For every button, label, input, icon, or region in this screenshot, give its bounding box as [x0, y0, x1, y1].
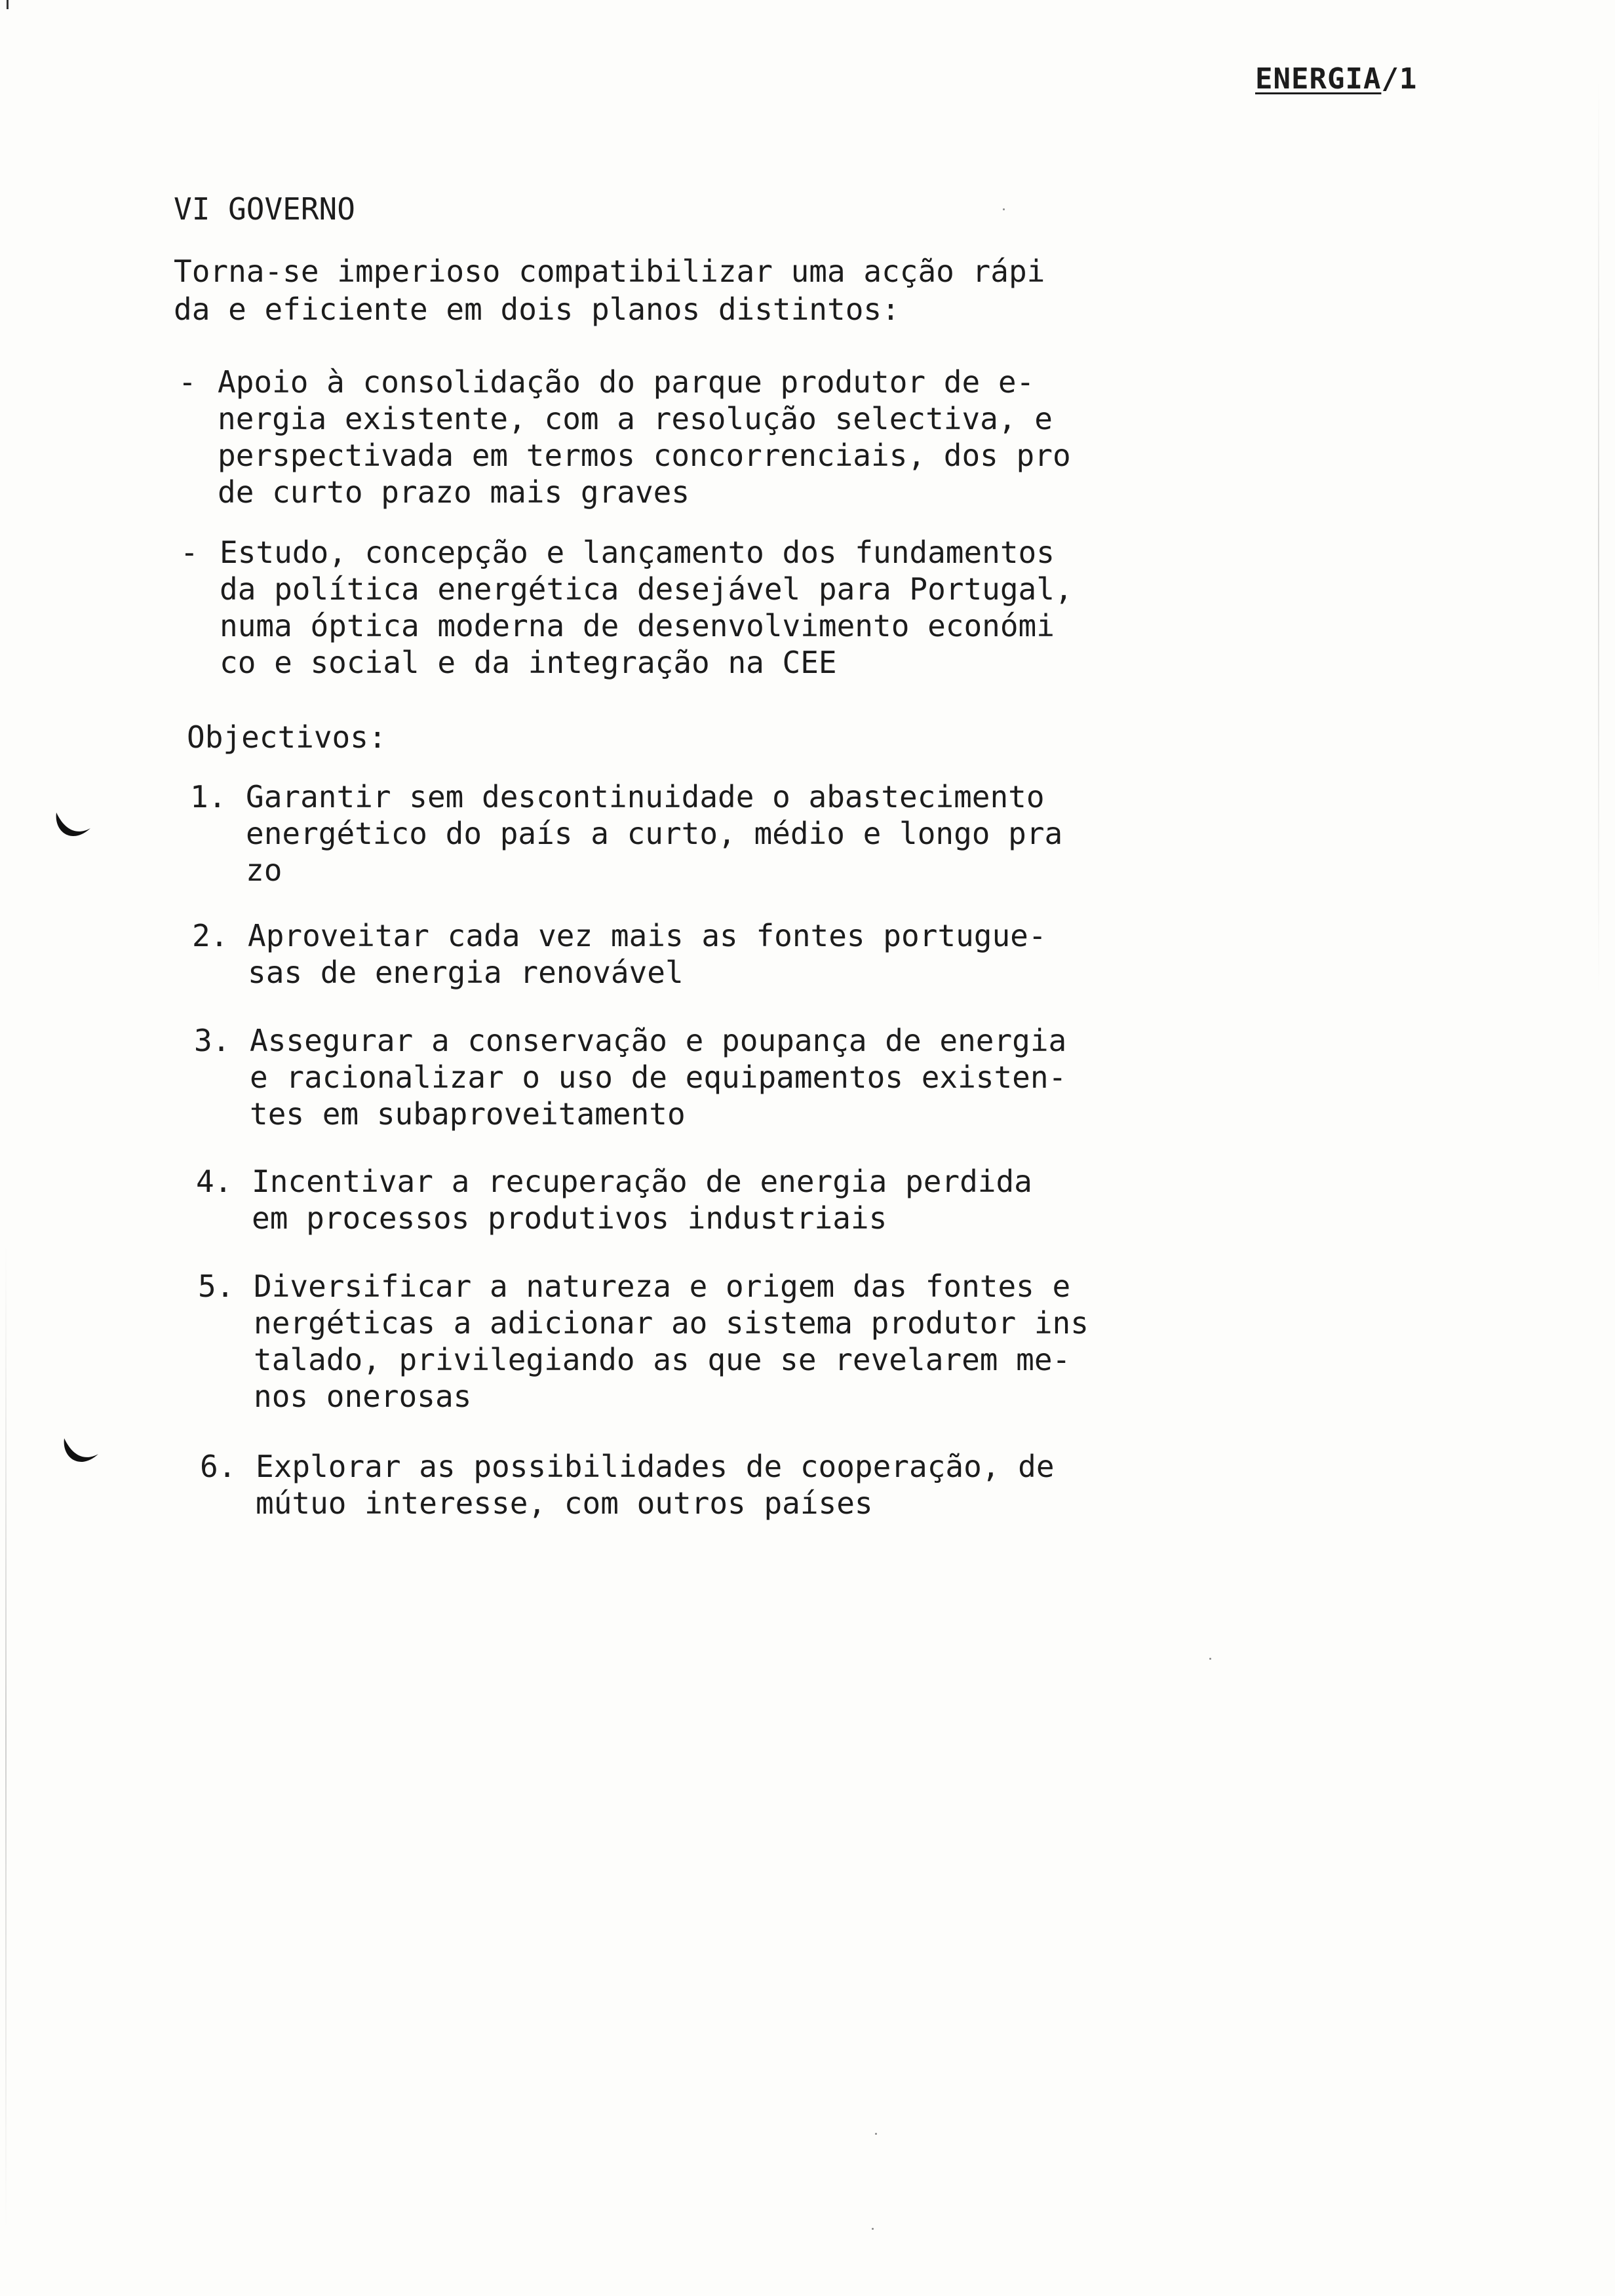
- objective-number: 3.: [194, 1023, 231, 1058]
- objective-line: talado, privilegiando as que se revelarem me-: [254, 1342, 1071, 1377]
- binder-hole-mark-icon: [52, 806, 93, 847]
- objective-line: Aproveitar cada vez mais as fontes portugue-: [248, 918, 1047, 953]
- paper-speck: [875, 2133, 877, 2135]
- document-code-suffix: /1: [1381, 62, 1418, 96]
- objective-number: 4.: [196, 1164, 233, 1199]
- bullet-line: nergia existente, com a resolução selectiva, e: [218, 401, 1053, 436]
- objective-line: zo: [246, 852, 282, 888]
- objective-text: [248, 917, 1047, 991]
- binder-hole-mark-icon: [60, 1432, 101, 1472]
- objective-text: [252, 1163, 1032, 1236]
- objective-text: [246, 778, 1062, 889]
- bullet-line: Apoio à consolidação do parque produtor de e-: [218, 364, 1035, 400]
- paper-speck: [1209, 1658, 1211, 1660]
- objective-text: [256, 1448, 1055, 1521]
- intro-line: Torna-se imperioso compatibilizar uma acção rápi: [174, 254, 1045, 289]
- objective-number: 1.: [190, 779, 227, 814]
- objective-line: energético do país a curto, médio e longo pra: [246, 816, 1063, 851]
- top-edge-mark: [7, 0, 9, 9]
- document-code-word: ENERGIA: [1255, 62, 1382, 96]
- bullet-text: [220, 534, 1073, 681]
- objective-line: mútuo interesse, com outros países: [256, 1485, 873, 1521]
- objective-number: 2.: [192, 918, 229, 953]
- objective-line: Diversificar a natureza e origem das fontes e: [254, 1269, 1071, 1304]
- objective-line: nos onerosas: [254, 1379, 472, 1414]
- objective-line: Assegurar a conservação e poupança de energia: [250, 1023, 1067, 1058]
- bullet-line: da política energética desejável para Portugal,: [220, 571, 1073, 607]
- objective-line: Incentivar a recuperação de energia perdida: [252, 1164, 1032, 1199]
- bullet-line: Estudo, concepção e lançamento dos fundamentos: [220, 535, 1055, 570]
- objective-line: tes em subaproveitamento: [250, 1096, 686, 1132]
- bullet-line: numa óptica moderna de desenvolvimento económi: [220, 608, 1055, 643]
- bullet-dash: -: [178, 364, 197, 400]
- intro-paragraph: [174, 252, 1045, 328]
- objective-number: 5.: [198, 1269, 235, 1304]
- objectives-heading: Objectivos:: [187, 719, 387, 755]
- document-code: [1255, 62, 1417, 96]
- bullet-line: perspectivada em termos concorrenciais, dos pro: [218, 438, 1071, 473]
- page-title: VI GOVERNO: [174, 191, 355, 227]
- objective-line: e racionalizar o uso de equipamentos existen-: [250, 1060, 1067, 1095]
- bullet-line: co e social e da integração na CEE: [220, 645, 837, 680]
- objective-line: sas de energia renovável: [248, 955, 684, 990]
- objective-line: em processos produtivos industriais: [252, 1200, 887, 1236]
- objective-text: [250, 1022, 1066, 1132]
- right-page-edge: [1598, 79, 1599, 996]
- objective-line: Garantir sem descontinuidade o abastecimento: [246, 779, 1045, 814]
- left-page-edge: [5, 1245, 7, 2228]
- intro-line: da e eficiente em dois planos distintos:: [174, 292, 900, 327]
- objective-text: [254, 1268, 1089, 1415]
- bullet-line: de curto prazo mais graves: [218, 474, 690, 510]
- objective-number: 6.: [200, 1449, 237, 1484]
- objective-line: nergéticas a adicionar ao sistema produtor ins: [254, 1305, 1089, 1341]
- bullet-dash: -: [180, 535, 199, 570]
- objective-line: Explorar as possibilidades de cooperação, de: [256, 1449, 1055, 1484]
- bullet-text: [218, 364, 1071, 510]
- paper-speck: [872, 2228, 874, 2230]
- paper-speck: [1003, 208, 1005, 210]
